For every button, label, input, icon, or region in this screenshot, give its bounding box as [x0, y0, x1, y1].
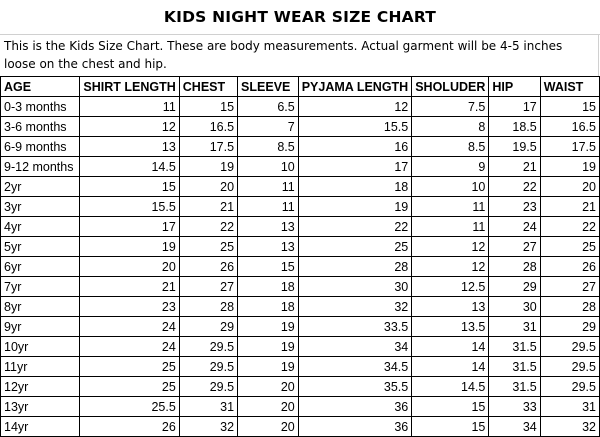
shoulder-cell[interactable]: 11 [412, 217, 489, 237]
chest-cell[interactable]: 32 [179, 417, 237, 437]
sleeve-cell[interactable]: 8.5 [238, 137, 299, 157]
shirt-length-cell[interactable]: 24 [80, 317, 179, 337]
shirt-length-cell[interactable]: 25.5 [80, 397, 179, 417]
waist-cell[interactable]: 25 [540, 237, 599, 257]
hip-cell[interactable]: 22 [489, 177, 540, 197]
shirt-length-cell[interactable]: 20 [80, 257, 179, 277]
age-cell[interactable]: 13yr [1, 397, 80, 417]
table-row [1, 417, 600, 437]
hip-cell[interactable]: 21 [489, 157, 540, 177]
sleeve-cell[interactable]: 15 [238, 257, 299, 277]
size-chart-note: This is the Kids Size Chart. These are body measurements. Actual garment will be 4-5 inches loose on the chest and hip. [4, 39, 563, 71]
waist-cell[interactable]: 16.5 [540, 117, 599, 137]
shoulder-cell[interactable]: 12 [412, 257, 489, 277]
sleeve-cell[interactable]: 18 [238, 277, 299, 297]
chest-cell[interactable]: 16.5 [179, 117, 237, 137]
waist-cell[interactable]: 19 [540, 157, 599, 177]
hip-cell[interactable]: 19.5 [489, 137, 540, 157]
header-pyjama-length[interactable]: PYJAMA LENGTH [298, 77, 412, 97]
note-row [0, 34, 599, 77]
waist-cell[interactable]: 31 [540, 397, 599, 417]
pyjama-length-cell[interactable]: 35.5 [298, 377, 412, 397]
sleeve-cell[interactable]: 20 [238, 417, 299, 437]
hip-cell[interactable]: 24 [489, 217, 540, 237]
waist-cell[interactable]: 20 [540, 177, 599, 197]
age-cell[interactable]: 0-3 months [1, 97, 80, 117]
pyjama-length-cell[interactable]: 36 [298, 397, 412, 417]
shoulder-cell[interactable]: 14 [412, 357, 489, 377]
chest-cell[interactable]: 28 [179, 297, 237, 317]
pyjama-length-cell[interactable]: 34.5 [298, 357, 412, 377]
sleeve-cell[interactable]: 11 [238, 177, 299, 197]
pyjama-length-cell[interactable]: 32 [298, 297, 412, 317]
shirt-length-cell[interactable]: 17 [80, 217, 179, 237]
shoulder-cell[interactable]: 7.5 [412, 97, 489, 117]
hip-cell[interactable]: 30 [489, 297, 540, 317]
waist-cell[interactable]: 29 [540, 317, 599, 337]
table-row [1, 397, 600, 417]
sleeve-cell[interactable]: 10 [238, 157, 299, 177]
age-cell[interactable]: 6-9 months [1, 137, 80, 157]
sleeve-cell[interactable]: 13 [238, 217, 299, 237]
chest-cell[interactable]: 17.5 [179, 137, 237, 157]
chest-cell[interactable]: 29 [179, 317, 237, 337]
sleeve-cell[interactable]: 18 [238, 297, 299, 317]
hip-cell[interactable]: 17 [489, 97, 540, 117]
table-row [1, 117, 600, 137]
pyjama-length-cell[interactable]: 16 [298, 137, 412, 157]
size-table-body [1, 97, 600, 437]
chest-cell[interactable]: 29.5 [179, 357, 237, 377]
sleeve-cell[interactable]: 13 [238, 237, 299, 257]
header-row [1, 77, 600, 97]
table-row [1, 137, 600, 157]
age-cell[interactable]: 3yr [1, 197, 80, 217]
shoulder-cell[interactable]: 12 [412, 237, 489, 257]
pyjama-length-cell[interactable]: 12 [298, 97, 412, 117]
pyjama-length-cell[interactable]: 30 [298, 277, 412, 297]
shoulder-cell[interactable]: 14.5 [412, 377, 489, 397]
header-waist[interactable]: WAIST [540, 77, 599, 97]
shoulder-cell[interactable]: 15 [412, 397, 489, 417]
age-cell[interactable]: 3-6 months [1, 117, 80, 137]
table-row [1, 157, 600, 177]
chest-cell[interactable]: 21 [179, 197, 237, 217]
shoulder-cell[interactable]: 10 [412, 177, 489, 197]
shirt-length-cell[interactable]: 11 [80, 97, 179, 117]
hip-cell[interactable]: 28 [489, 257, 540, 277]
chest-cell[interactable]: 31 [179, 397, 237, 417]
chest-cell[interactable]: 25 [179, 237, 237, 257]
shirt-length-cell[interactable]: 15 [80, 177, 179, 197]
waist-cell[interactable]: 15 [540, 97, 599, 117]
pyjama-length-cell[interactable]: 36 [298, 417, 412, 437]
hip-cell[interactable]: 29 [489, 277, 540, 297]
shirt-length-cell[interactable]: 19 [80, 237, 179, 257]
shoulder-cell[interactable]: 8 [412, 117, 489, 137]
age-cell[interactable]: 10yr [1, 337, 80, 357]
pyjama-length-cell[interactable]: 19 [298, 197, 412, 217]
header-hip[interactable]: HIP [489, 77, 540, 97]
title-row [0, 0, 600, 35]
header-chest[interactable]: CHEST [179, 77, 237, 97]
chest-cell[interactable]: 20 [179, 177, 237, 197]
chest-cell[interactable]: 26 [179, 257, 237, 277]
shoulder-cell[interactable]: 14 [412, 337, 489, 357]
shirt-length-cell[interactable]: 26 [80, 417, 179, 437]
shirt-length-cell[interactable]: 14.5 [80, 157, 179, 177]
waist-cell[interactable]: 22 [540, 217, 599, 237]
sleeve-cell[interactable]: 19 [238, 337, 299, 357]
shoulder-cell[interactable]: 11 [412, 197, 489, 217]
waist-cell[interactable]: 29.5 [540, 357, 599, 377]
hip-cell[interactable]: 33 [489, 397, 540, 417]
table-row [1, 177, 600, 197]
sleeve-cell[interactable]: 11 [238, 197, 299, 217]
shoulder-cell[interactable]: 13.5 [412, 317, 489, 337]
age-cell[interactable]: 7yr [1, 277, 80, 297]
sleeve-cell[interactable]: 19 [238, 317, 299, 337]
chest-cell[interactable]: 15 [179, 97, 237, 117]
sleeve-cell[interactable]: 6.5 [238, 97, 299, 117]
chest-cell[interactable]: 19 [179, 157, 237, 177]
age-cell[interactable]: 5yr [1, 237, 80, 257]
waist-cell[interactable]: 21 [540, 197, 599, 217]
hip-cell[interactable]: 31.5 [489, 337, 540, 357]
table-row [1, 377, 600, 397]
header-sleeve[interactable]: SLEEVE [238, 77, 299, 97]
pyjama-length-cell[interactable]: 15.5 [298, 117, 412, 137]
shoulder-cell[interactable]: 13 [412, 297, 489, 317]
age-cell[interactable]: 9yr [1, 317, 80, 337]
shoulder-cell[interactable]: 15 [412, 417, 489, 437]
hip-cell[interactable]: 31.5 [489, 377, 540, 397]
table-row [1, 337, 600, 357]
age-cell[interactable]: 9-12 months [1, 157, 80, 177]
waist-cell[interactable]: 29.5 [540, 377, 599, 397]
shirt-length-cell[interactable]: 23 [80, 297, 179, 317]
table-row [1, 217, 600, 237]
age-cell[interactable]: 11yr [1, 357, 80, 377]
age-cell[interactable]: 12yr [1, 377, 80, 397]
shirt-length-cell[interactable]: 12 [80, 117, 179, 137]
sleeve-cell[interactable]: 20 [238, 397, 299, 417]
shirt-length-cell[interactable]: 15.5 [80, 197, 179, 217]
sleeve-cell[interactable]: 20 [238, 377, 299, 397]
table-row [1, 317, 600, 337]
shirt-length-cell[interactable]: 13 [80, 137, 179, 157]
pyjama-length-cell[interactable]: 28 [298, 257, 412, 277]
pyjama-length-cell[interactable]: 22 [298, 217, 412, 237]
chest-cell[interactable]: 29.5 [179, 377, 237, 397]
age-cell[interactable]: 2yr [1, 177, 80, 197]
age-cell[interactable]: 14yr [1, 417, 80, 437]
waist-cell[interactable]: 32 [540, 417, 599, 437]
header-shoulder[interactable]: SHOLUDER [412, 77, 489, 97]
size-chart-table [0, 76, 600, 437]
pyjama-length-cell[interactable]: 33.5 [298, 317, 412, 337]
pyjama-length-cell[interactable]: 18 [298, 177, 412, 197]
hip-cell[interactable]: 31.5 [489, 357, 540, 377]
header-age[interactable]: AGE [1, 77, 80, 97]
shoulder-cell[interactable]: 9 [412, 157, 489, 177]
waist-cell[interactable]: 29.5 [540, 337, 599, 357]
shirt-length-cell[interactable]: 25 [80, 377, 179, 397]
pyjama-length-cell[interactable]: 34 [298, 337, 412, 357]
sleeve-cell[interactable]: 7 [238, 117, 299, 137]
chest-cell[interactable]: 22 [179, 217, 237, 237]
age-cell[interactable]: 8yr [1, 297, 80, 317]
table-row [1, 257, 600, 277]
pyjama-length-cell[interactable]: 25 [298, 237, 412, 257]
table-row [1, 277, 600, 297]
hip-cell[interactable]: 31 [489, 317, 540, 337]
shirt-length-cell[interactable]: 25 [80, 357, 179, 377]
table-row [1, 197, 600, 217]
waist-cell[interactable]: 28 [540, 297, 599, 317]
header-shirt-length[interactable]: SHIRT LENGTH [80, 77, 179, 97]
waist-cell[interactable]: 17.5 [540, 137, 599, 157]
hip-cell[interactable]: 34 [489, 417, 540, 437]
age-cell[interactable]: 6yr [1, 257, 80, 277]
chest-cell[interactable]: 27 [179, 277, 237, 297]
shoulder-cell[interactable]: 8.5 [412, 137, 489, 157]
shoulder-cell[interactable]: 12.5 [412, 277, 489, 297]
table-row [1, 237, 600, 257]
pyjama-length-cell[interactable]: 17 [298, 157, 412, 177]
waist-cell[interactable]: 26 [540, 257, 599, 277]
hip-cell[interactable]: 23 [489, 197, 540, 217]
table-row [1, 97, 600, 117]
hip-cell[interactable]: 18.5 [489, 117, 540, 137]
shirt-length-cell[interactable]: 24 [80, 337, 179, 357]
age-cell[interactable]: 4yr [1, 217, 80, 237]
waist-cell[interactable]: 27 [540, 277, 599, 297]
chest-cell[interactable]: 29.5 [179, 337, 237, 357]
shirt-length-cell[interactable]: 21 [80, 277, 179, 297]
table-row [1, 297, 600, 317]
sleeve-cell[interactable]: 19 [238, 357, 299, 377]
hip-cell[interactable]: 27 [489, 237, 540, 257]
chart-title: KIDS NIGHT WEAR SIZE CHART [163, 8, 437, 26]
table-row [1, 357, 600, 377]
